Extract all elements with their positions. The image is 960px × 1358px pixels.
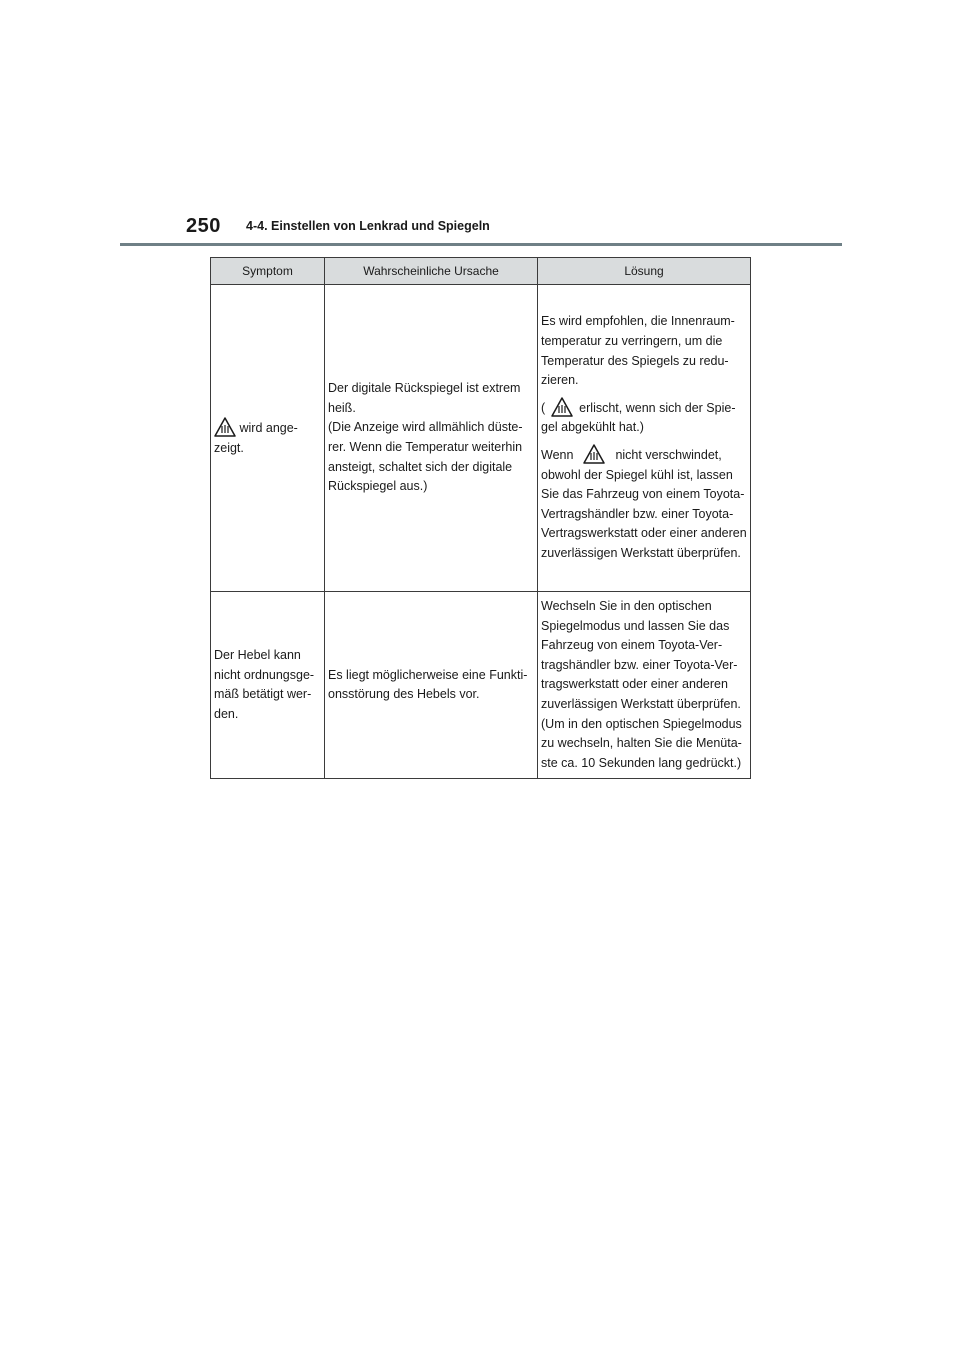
- cell-cause: Es liegt möglicherweise eine Funkti-onsstörung des Hebels vor.: [325, 592, 538, 779]
- solution-text: Es wird empfohlen, die Innenraum-temperatur zu verringern, um die Temperatur des Spiegels zu redu-zieren.: [541, 314, 735, 388]
- solution-note-prefix: (: [541, 400, 546, 415]
- cell-solution: Wechseln Sie in den optischen Spiegelmodus und lassen Sie das Fahrzeug von einem Toyota-Ver-tragshändler bzw. einer Toyota-Ver-tragswerkstatt oder einer anderen zuverlässigen Werkstatt überprüfen. (Um in den optischen Spiegelmodus zu wechseln, halten Sie die Menüta-ste ca. 10 Sekunden lang gedrückt.): [538, 592, 751, 779]
- solution-note: [541, 397, 747, 438]
- page-number: 250: [186, 215, 221, 237]
- cause-note: (Die Anzeige wird allmählich düste-rer. Wenn die Temperatur weiterhin ansteigt, schaltet sich der digitale Rückspiegel aus.): [328, 420, 523, 494]
- column-header-symptom: Symptom: [211, 258, 325, 285]
- troubleshooting-table: [210, 257, 751, 779]
- column-header-solution: Lösung: [538, 258, 751, 285]
- cell-solution: [538, 285, 751, 592]
- solution-note-text: erlischt, wenn sich der Spie-gel abgekühlt hat.): [541, 400, 736, 435]
- header-rule: [120, 243, 842, 246]
- cell-symptom: [211, 285, 325, 592]
- mirror-heat-warning-icon: [551, 397, 573, 417]
- mirror-heat-warning-icon: [214, 417, 236, 437]
- symptom-text: wird ange-zeigt.: [214, 421, 298, 455]
- table-row: [211, 592, 751, 779]
- solution-advice: [541, 444, 747, 564]
- column-header-cause: Wahrscheinliche Ursache: [325, 258, 538, 285]
- cell-cause: [325, 285, 538, 592]
- solution-advice-prefix: Wenn: [541, 448, 574, 462]
- section-title: 4-4. Einstellen von Lenkrad und Spiegeln: [246, 219, 490, 233]
- troubleshooting-table-container: [210, 257, 750, 779]
- cause-text: Der digitale Rückspiegel ist extrem heiß.: [328, 381, 521, 415]
- cell-symptom: Der Hebel kann nicht ordnungsge-mäß betätigt wer-den.: [211, 592, 325, 779]
- solution-advice-text: nicht verschwindet, obwohl der Spiegel kühl ist, lassen Sie das Fahrzeug von einem Toyota-Vertragshändler bzw. einer Toyota-Vertragswerkstatt oder einer anderen zuverlässigen Werkstatt überprüfen.: [541, 448, 747, 560]
- table-header-row: [211, 258, 751, 285]
- mirror-heat-warning-icon: [583, 444, 605, 464]
- table-row: [211, 285, 751, 592]
